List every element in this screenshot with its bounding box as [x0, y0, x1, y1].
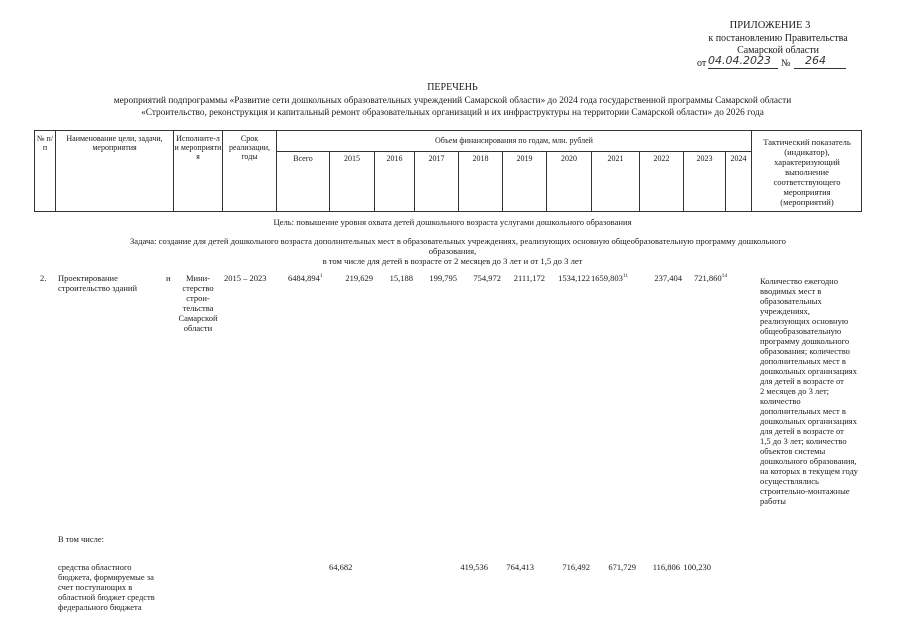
row-value-2022: 237,404 — [654, 273, 682, 283]
header-year-2018: 2018 — [472, 154, 489, 163]
sub-value-2020: 716,492 — [562, 562, 590, 572]
sub-value-2015: 64,682 — [329, 562, 353, 572]
header-year-2015: 2015 — [344, 154, 360, 163]
sub-value-2018: 419,536 — [460, 562, 488, 572]
header-year-2021: 2021 — [607, 154, 624, 163]
header-col-indicator: Тактический показатель (индикатор), характеризующий выполнение соответствующего мероприятия (мероприятий) — [763, 137, 851, 207]
including-label: В том числе: — [58, 534, 104, 544]
sub-value-2023: 100,230 — [683, 562, 711, 572]
header-year-2019: 2019 — [516, 154, 533, 163]
row-value-2016: 15,188 — [389, 273, 413, 283]
appendix-line-2: Самарской области — [737, 45, 819, 56]
row-value-2018: 754,972 — [473, 273, 501, 283]
row-executor: Мини- стерство строи- тельства Самарской области — [178, 273, 218, 333]
header-col-no: № п/п — [36, 134, 54, 152]
row-name-line-1-tail: и — [166, 273, 171, 283]
document-subtitle-2: «Строительство, реконструкция и капитальный ремонт образовательных организаций и их инфраструктуры на территории Самарской области» до 2026 года — [141, 108, 764, 118]
row-value-2017: 199,795 — [429, 273, 457, 283]
header-col-name: Наименование цели, задачи, мероприятия — [66, 134, 163, 152]
task-text-line-1: Задача: создание для детей дошкольного возраста дополнительных мест в образовательных учреждениях, реализующих основную общеобразовательную программу дошкольного — [130, 236, 786, 246]
row-indicator: Количество ежегодно вводимых мест в образовательных учреждениях, реализующих основную общеобразовательную программу дошкольного образования; количество дополнительных мест в дошкольных организациях для детей в возрасте от 2 месяцев до 3 лет; количество дополнительных мест в дошкольных организациях для детей в возрасте от 1,5 до 3 лет; количество объектов системы дошкольного образования, на которых в текущем году осуществлялись строительно-монтажные работы — [760, 276, 859, 506]
header-col-total: Всего — [293, 154, 313, 163]
row-total: 6484,894$^1$ — [288, 273, 323, 283]
date-underline — [708, 68, 778, 69]
date-prefix: от — [697, 58, 707, 69]
row-value-2021: 1659,803$^{11}$ — [591, 273, 629, 283]
header-year-2016: 2016 — [386, 154, 403, 163]
sub-value-2022: 116,806 — [652, 562, 680, 572]
header-col-period: Срок реализации, годы — [228, 134, 271, 161]
header-year-2024: 2024 — [730, 154, 747, 163]
date-handwritten: 04.04.2023 — [708, 54, 771, 67]
row-name-line-1: Проектирование — [58, 273, 118, 283]
sub-row-name: средства областного бюджета, формируемые за счет поступающих в областной бюджет средств федерального бюджета — [58, 562, 155, 612]
task-text-line-3: в том числе для детей в возрасте от 2 месяцев до 3 лет и от 1,5 до 3 лет — [322, 256, 583, 266]
row-number: 2. — [40, 273, 47, 283]
goal-text: Цель: повышение уровня охвата детей дошкольного возраста услугами дошкольного образования — [273, 217, 632, 227]
header-year-2023: 2023 — [696, 154, 713, 163]
header-year-2020: 2020 — [561, 154, 577, 163]
number-handwritten: 264 — [805, 54, 826, 67]
row-name-line-2: строительство зданий — [58, 283, 138, 293]
header-col-funding: Объем финансирования по годам, млн. рублей — [435, 136, 593, 145]
row-value-2023: 721,860$^{14}$ — [694, 273, 728, 283]
header-year-2017: 2017 — [428, 154, 445, 163]
sub-value-2019: 764,413 — [506, 562, 534, 572]
header-col-executor: Исполните-ли мероприятия — [174, 134, 222, 161]
sub-value-2021: 671,729 — [608, 562, 636, 572]
document-subtitle-1: мероприятий подпрограммы «Развитие сети дошкольных образовательных учреждений Самарской области» до 2024 года государственной программы Самарской области — [113, 96, 792, 106]
row-value-2020: 1534,122 — [558, 273, 590, 283]
number-underline — [794, 68, 846, 69]
appendix-title: ПРИЛОЖЕНИЕ 3 — [729, 20, 811, 31]
row-period: 2015 – 2023 — [224, 273, 267, 283]
number-prefix: № — [781, 58, 791, 69]
appendix-line-1: к постановлению Правительства — [708, 33, 848, 44]
header-year-2022: 2022 — [653, 154, 670, 163]
row-value-2019: 2111,172 — [513, 273, 545, 283]
row-value-2015: 219,629 — [345, 273, 373, 283]
task-text-line-2: образования, — [428, 246, 477, 256]
document-title: ПЕРЕЧЕНЬ — [427, 82, 478, 93]
